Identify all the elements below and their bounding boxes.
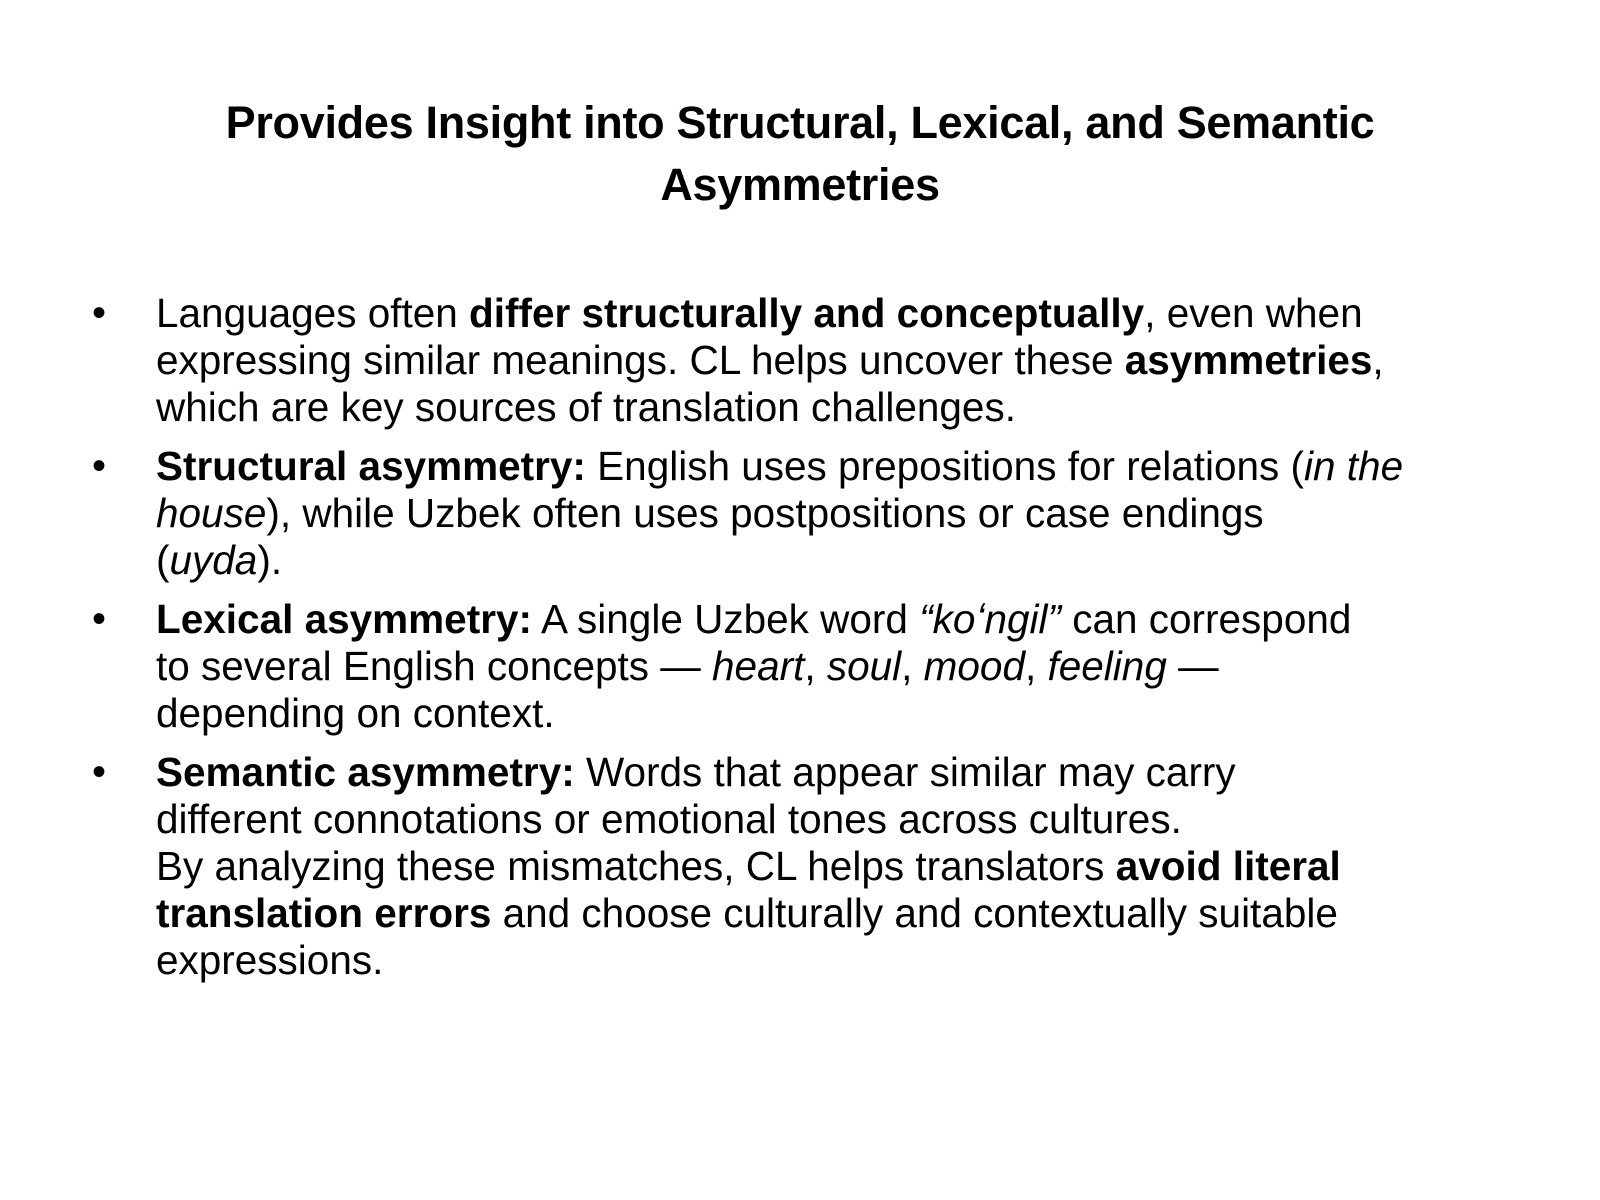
- bold-text: Lexical asymmetry:: [156, 596, 532, 642]
- bullet-line: [156, 537, 1522, 584]
- bold-text: Structural asymmetry:: [156, 443, 586, 489]
- bullet-line: [156, 443, 1522, 490]
- text-run: to several English concepts —: [156, 643, 713, 689]
- bullet-dot-icon: •: [92, 597, 107, 641]
- italic-text: heart: [712, 643, 805, 689]
- italic-text: “koʻngil”: [919, 596, 1061, 642]
- bold-text: Semantic asymmetry:: [156, 749, 575, 795]
- bullet-dot-icon: •: [92, 444, 107, 488]
- bullet-line: [156, 596, 1522, 643]
- bullet-text: [156, 443, 1522, 584]
- bullet-line: [156, 490, 1522, 537]
- text-run: and choose culturally and contextually suitable: [491, 890, 1338, 936]
- bullet-line: [156, 937, 1522, 984]
- italic-text: in the: [1304, 443, 1404, 489]
- italic-text: uyda: [169, 537, 258, 583]
- bullet-line: [156, 890, 1522, 937]
- slide-title-line-2: Asymmetries: [660, 159, 940, 210]
- bullet-item: [92, 290, 1522, 431]
- bullet-text: [156, 290, 1522, 431]
- text-run: English uses prepositions for relations (: [585, 443, 1305, 489]
- italic-text: mood: [923, 643, 1025, 689]
- bullet-text: [156, 749, 1522, 984]
- bullet-dot-icon: •: [92, 750, 107, 794]
- text-run: , even when: [1144, 290, 1363, 336]
- text-run: expressing similar meanings. CL helps uncover these: [156, 337, 1125, 383]
- bullet-item: [92, 596, 1522, 737]
- text-run: ).: [257, 537, 283, 583]
- slide-title-line-1: Provides Insight into Structural, Lexical, and Semantic: [225, 97, 1375, 148]
- text-run: ), while Uzbek often uses postpositions or case endings: [266, 490, 1264, 536]
- text-run: which are key sources of translation challenges.: [156, 384, 1016, 430]
- bullet-line: [156, 843, 1522, 890]
- bullet-line: [156, 749, 1522, 796]
- bullet-dot-icon: •: [92, 291, 107, 335]
- bullet-list: [92, 290, 1522, 996]
- text-run: ,: [804, 643, 827, 689]
- bold-text: translation errors: [156, 890, 492, 936]
- bullet-line: [156, 643, 1522, 690]
- bullet-line: [156, 290, 1522, 337]
- bold-text: differ structurally and conceptually: [469, 290, 1145, 336]
- text-run: ,: [901, 643, 924, 689]
- bullet-line: [156, 690, 1522, 737]
- slide-title: [140, 92, 1460, 216]
- text-run: depending on context.: [156, 690, 555, 736]
- text-run: ,: [1024, 643, 1048, 689]
- bullet-line: [156, 796, 1522, 843]
- italic-text: feeling: [1047, 643, 1167, 689]
- text-run: A single Uzbek word: [531, 596, 920, 642]
- text-run: can correspond: [1060, 596, 1352, 642]
- bullet-item: [92, 443, 1522, 584]
- bold-text: asymmetries: [1124, 337, 1373, 383]
- text-run: By analyzing these mismatches, CL helps translators: [156, 843, 1116, 889]
- text-run: Languages often: [156, 290, 470, 336]
- bullet-line: [156, 384, 1522, 431]
- text-run: ,: [1372, 337, 1384, 383]
- italic-text: soul: [826, 643, 902, 689]
- bullet-line: [156, 337, 1522, 384]
- text-run: (: [156, 537, 170, 583]
- text-run: expressions.: [156, 937, 384, 983]
- text-run: Words that appear similar may carry: [574, 749, 1236, 795]
- bold-text: avoid literal: [1115, 843, 1341, 889]
- bullet-item: [92, 749, 1522, 984]
- text-run: —: [1166, 643, 1219, 689]
- bullet-text: [156, 596, 1522, 737]
- text-run: different connotations or emotional tones across cultures.: [156, 796, 1182, 842]
- italic-text: house: [156, 490, 267, 536]
